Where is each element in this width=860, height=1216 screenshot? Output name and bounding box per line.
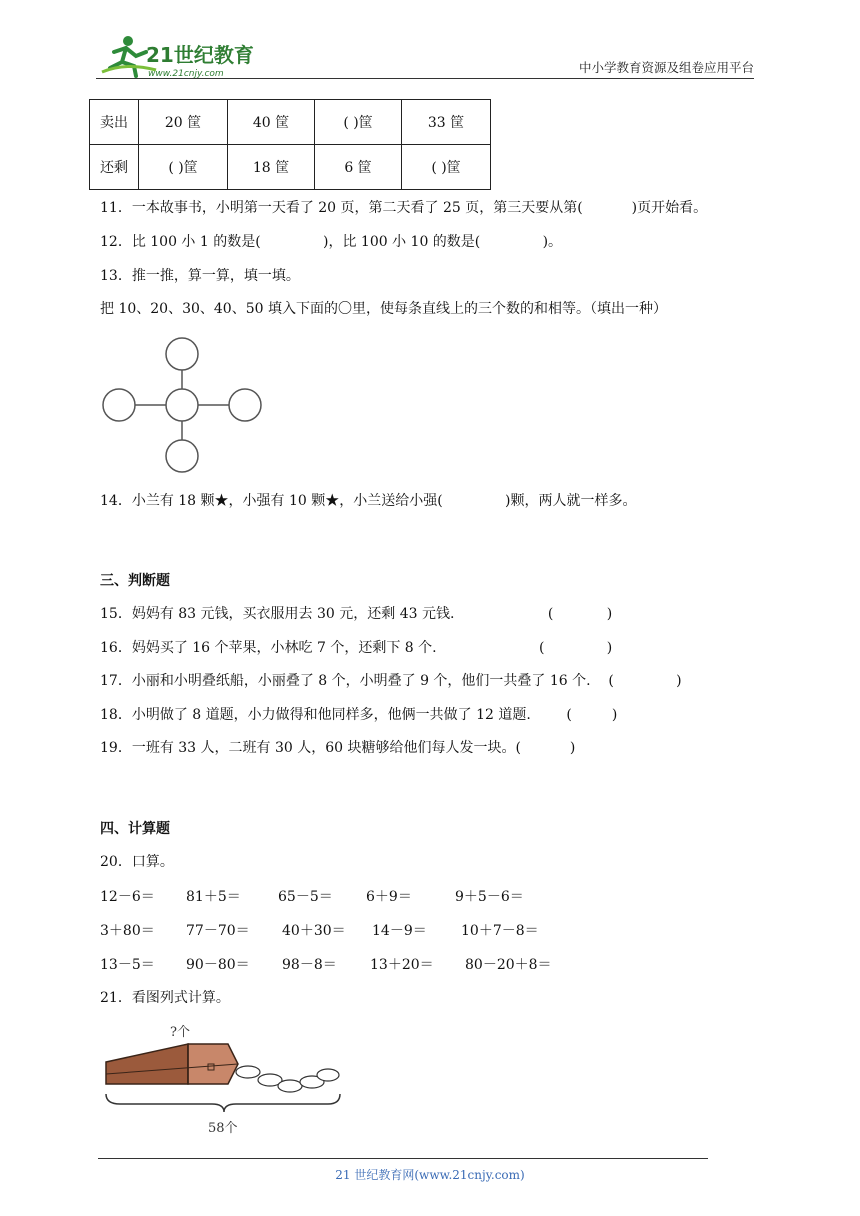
table-cell: 33 筐 — [402, 100, 491, 145]
blank-circle-bottom[interactable] — [166, 440, 198, 472]
question-15: 15．妈妈有 83 元钱，买衣服用去 30 元，还剩 43 元钱. ( ) — [100, 606, 613, 622]
egg-box-icon — [106, 1044, 238, 1084]
table-row — [90, 100, 491, 145]
question-17: 17．小丽和小明叠纸船，小丽叠了 8 个，小明叠了 9 个，他们一共叠了 16 个. ( ) — [100, 673, 682, 689]
calc-item: 6＋9＝ — [366, 889, 412, 905]
calc-item: 65－5＝ — [278, 889, 333, 905]
calc-item: 40＋30＝ — [282, 923, 346, 939]
question-19: 19．一班有 33 人，二班有 30 人，60 块糖够给他们每人发一块。( ) — [100, 740, 576, 756]
section-3-title: 三、判断题 — [100, 573, 170, 589]
question-12: 12．比 100 小 1 的数是( )，比 100 小 10 的数是( )。 — [100, 234, 563, 250]
calc-item: 13＋20＝ — [370, 957, 434, 973]
calc-item: 10＋7－8＝ — [461, 923, 539, 939]
question-14: 14．小兰有 18 颗★，小强有 10 颗★，小兰送给小强( )颗，两人就一样多。 — [100, 493, 637, 509]
question-18: 18．小明做了 8 道题，小力做得和他同样多，他俩一共做了 12 道题. ( ) — [100, 707, 618, 723]
question-16: 16．妈妈买了 16 个苹果，小林吃 7 个，还剩下 8 个. ( ) — [100, 640, 613, 656]
total-brace — [106, 1094, 340, 1112]
table-cell: 20 筐 — [139, 100, 228, 145]
sales-table — [89, 99, 491, 190]
calc-item: 81＋5＝ — [186, 889, 241, 905]
section-4-title: 四、计算题 — [100, 821, 170, 837]
blank-circle-center[interactable] — [166, 389, 198, 421]
table-cell: 40 筐 — [228, 100, 315, 145]
egg-icon — [236, 1066, 339, 1092]
table-cell: ( )筐 — [315, 100, 402, 145]
table-cell: ( )筐 — [402, 145, 491, 190]
table-cell: 6 筐 — [315, 145, 402, 190]
calc-item: 77－70＝ — [186, 923, 250, 939]
header-divider — [96, 78, 754, 79]
egg-box-figure — [100, 1020, 350, 1138]
footer-divider — [98, 1158, 708, 1159]
circle-diagram — [100, 336, 266, 476]
table-cell: ( )筐 — [139, 145, 228, 190]
blank-circle-left[interactable] — [103, 389, 135, 421]
calc-item: 13－5＝ — [100, 957, 155, 973]
calc-item: 3＋80＝ — [100, 923, 155, 939]
blank-circle-top[interactable] — [166, 338, 198, 370]
footer-text: 21 世纪教育网(www.21cnjy.com) — [335, 1168, 525, 1182]
question-21: 21．看图列式计算。 — [100, 990, 230, 1006]
unknown-count-label: ?个 — [170, 1025, 190, 1040]
question-13-desc: 把 10、20、30、40、50 填入下面的〇里，使每条直线上的三个数的和相等。（填出一种） — [100, 301, 667, 317]
platform-name: 中小学教育资源及组卷应用平台 — [578, 60, 754, 75]
table-cell: 18 筐 — [228, 145, 315, 190]
calc-item: 14－9＝ — [372, 923, 427, 939]
site-logo — [96, 32, 266, 80]
calc-item: 80－20＋8＝ — [465, 957, 552, 973]
calc-item: 9＋5－6＝ — [455, 889, 524, 905]
question-11: 11．一本故事书，小明第一天看了 20 页，第二天看了 25 页，第三天要从第( )页开始看。 — [100, 200, 708, 216]
calc-item: 90－80＝ — [186, 957, 250, 973]
calc-item: 12－6＝ — [100, 889, 155, 905]
blank-circle-right[interactable] — [229, 389, 261, 421]
total-count-label: 58个 — [208, 1121, 238, 1136]
table-row — [90, 145, 491, 190]
question-20: 20．口算。 — [100, 854, 174, 870]
question-13-title: 13．推一推，算一算，填一填。 — [100, 268, 300, 284]
calc-item: 98－8＝ — [282, 957, 337, 973]
logo-text: 21世纪教育 — [146, 43, 254, 67]
table-cell: 还剩 — [90, 145, 139, 190]
logo-url: www.21cnjy.com — [148, 69, 224, 79]
table-cell: 卖出 — [90, 100, 139, 145]
